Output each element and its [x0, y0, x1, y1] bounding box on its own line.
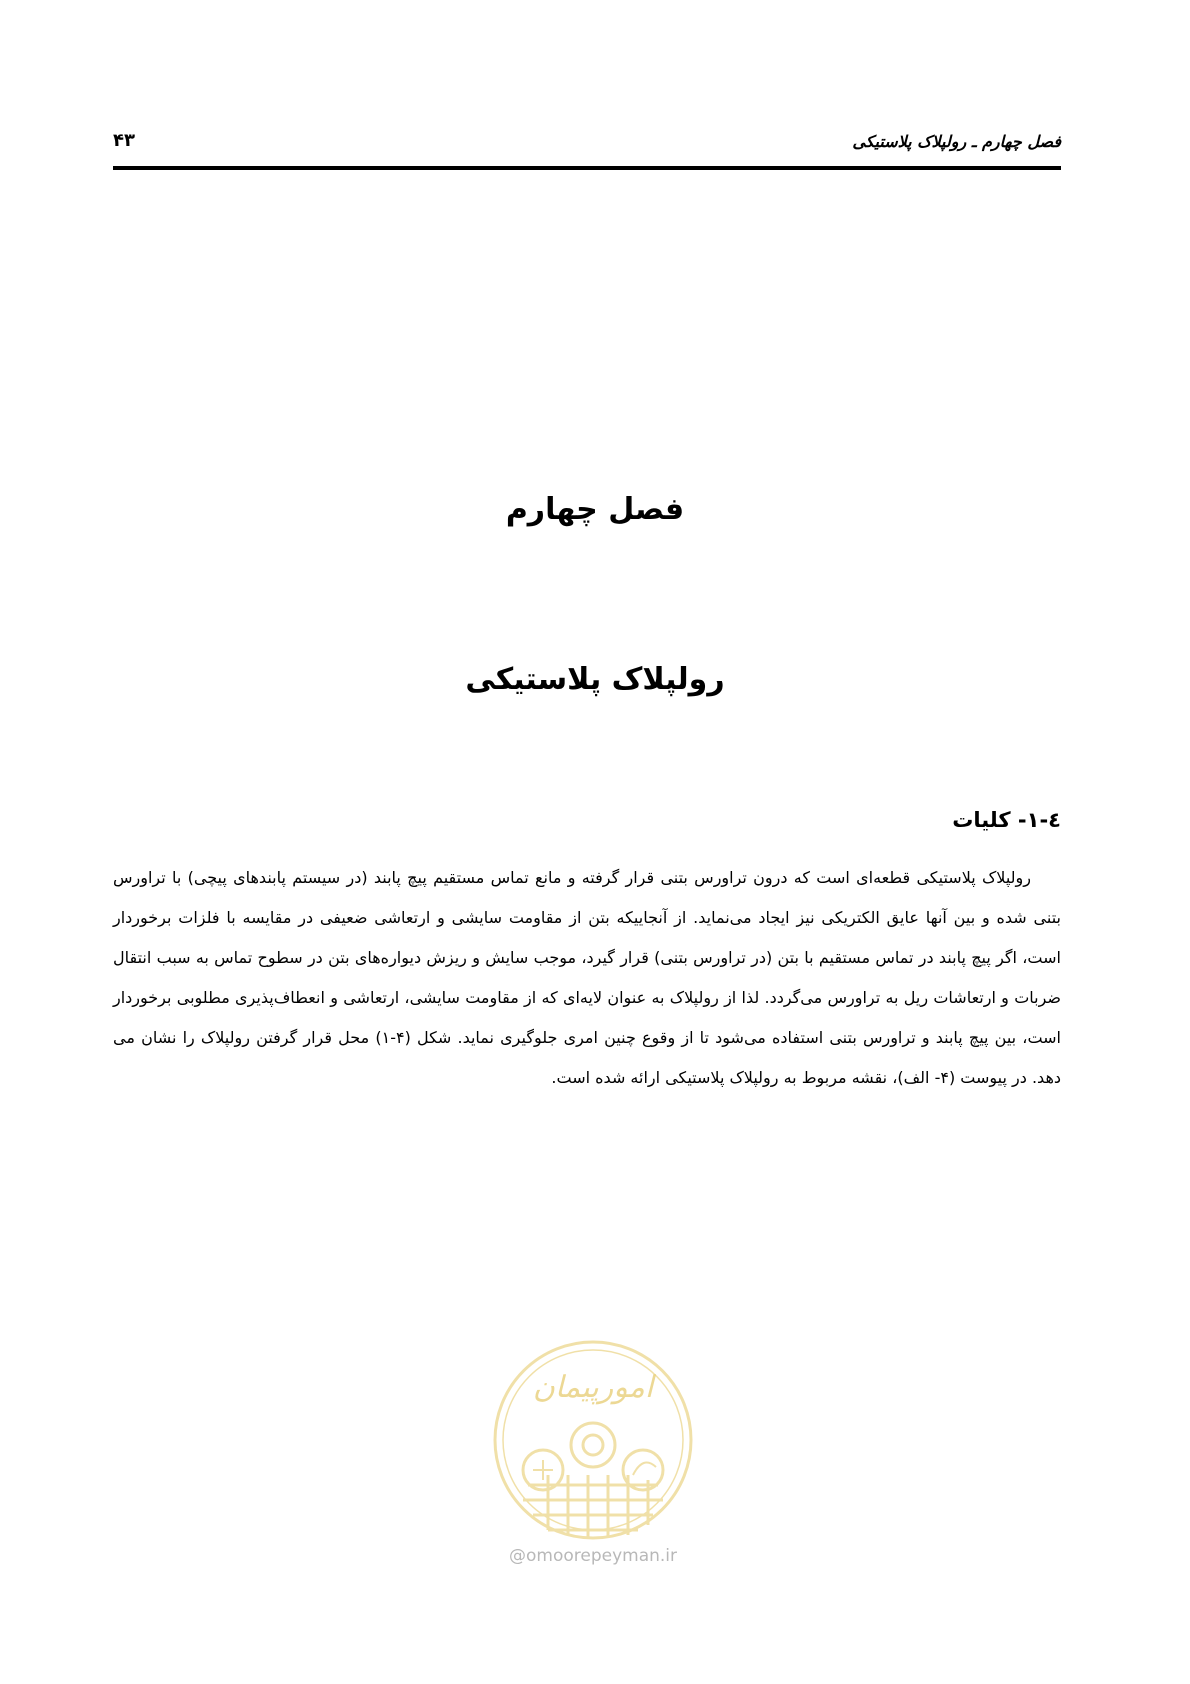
header-divider [113, 166, 1061, 170]
chapter-subtitle: رولپلاک پلاستیکی [465, 662, 725, 697]
page-header [113, 128, 1061, 158]
chapter-title: فصل چهارم [505, 492, 685, 527]
page-number: ۴۳ [113, 130, 135, 151]
running-title: فصل چهارم ـ رولپلاک پلاستیکی [852, 132, 1061, 151]
section-heading: ٤-١- کلیات [952, 808, 1061, 832]
watermark-logo [488, 1335, 698, 1565]
watermark-logo-text: امورپیمان [532, 1370, 654, 1405]
paragraph-text: رولپلاک پلاستیکی قطعه‌ای است که درون تراورس بتنی قرار گرفته و مانع تماس مستقیم پیچ پابند (در سیستم پابندهای پیچی) با تراورس بتنی شده و بین آنها عایق الکتریکی نیز ایجاد می‌نماید. از آنجاییکه بتن از مقاومت سایشی و ارتعاشی ضعیفی در مقایسه با فلزات برخوردار است، اگر پیچ پابند در تماس مستقیم با بتن (در تراورس بتنی) قرار گیرد، موجب سایش و ریزش دیواره‌های بتن در سطوح تماس به سبب انتقال ضربات و ارتعاشات ریل به تراورس می‌گردد. لذا از رولپلاک به عنوان لایه‌ای که از مقاومت سایشی، ارتعاشی و انعطاف‌پذیری مطلوبی برخوردار است، بین پیچ پابند و تراورس بتنی استفاده می‌شود تا از وقوع چنین امری جلوگیری نماید. شکل (۴-۱) محل قرار گرفتن رولپلاک را نشان می دهد. در پیوست (۴- الف)، نقشه مربوط به رولپلاک پلاستیکی ارائه شده است. [113, 868, 1062, 1087]
watermark-url: @omoorepeyman.ir [508, 1546, 678, 1566]
body-paragraph [113, 858, 1061, 1098]
